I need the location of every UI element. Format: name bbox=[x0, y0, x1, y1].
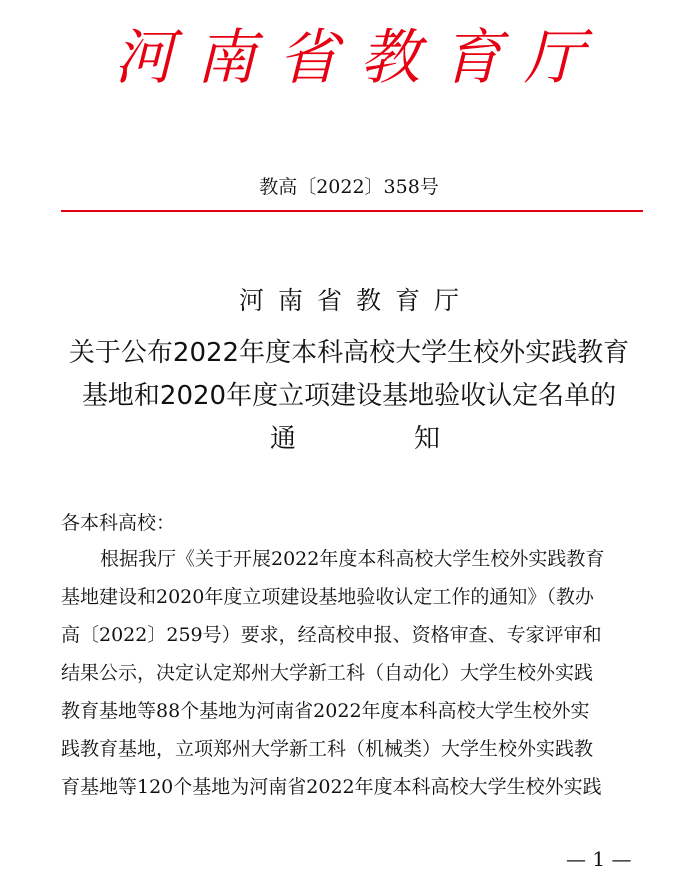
body-paragraph-line: 高〔2022〕259号）要求，经高校申报、资格审查、专家评审和 bbox=[61, 624, 602, 646]
body-paragraph-line: 结果公示，决定认定郑州大学新工科（自动化）大学生校外实践 bbox=[61, 662, 594, 684]
issuer-heading: 河南省教育厅 bbox=[238, 286, 473, 315]
title-line-1: 关于公布2022年度本科高校大学生校外实践教育 bbox=[68, 338, 630, 368]
notice-heading bbox=[0, 421, 698, 457]
body-paragraph-line: 践教育基地，立项郑州大学新工科（机械类）大学生校外实践教 bbox=[61, 738, 594, 760]
title-line-2: 基地和2020年度立项建设基地验收认定名单的 bbox=[81, 381, 617, 411]
salutation: 各本科高校： bbox=[61, 512, 176, 534]
red-separator-rule bbox=[61, 210, 643, 212]
body-paragraph-line: 教育基地等88个基地为河南省2022年度本科高校大学生校外实 bbox=[61, 700, 590, 722]
body-paragraph-line: 根据我厅《关于开展2022年度本科高校大学生校外实践教育 bbox=[100, 548, 605, 570]
document-number: 教高〔2022〕358号 bbox=[259, 176, 439, 198]
page-number: — 1 — bbox=[566, 847, 632, 871]
issuing-authority-masthead: 河南省教育厅 bbox=[114, 23, 606, 93]
notice-char-2: 知 bbox=[414, 424, 441, 454]
notice-char-1: 通 bbox=[270, 424, 297, 454]
body-paragraph-line: 育基地等120个基地为河南省2022年度本科高校大学生校外实践 bbox=[61, 776, 602, 798]
body-paragraph-line: 基地建设和2020年度立项建设基地验收认定工作的通知》（教办 bbox=[61, 586, 594, 608]
